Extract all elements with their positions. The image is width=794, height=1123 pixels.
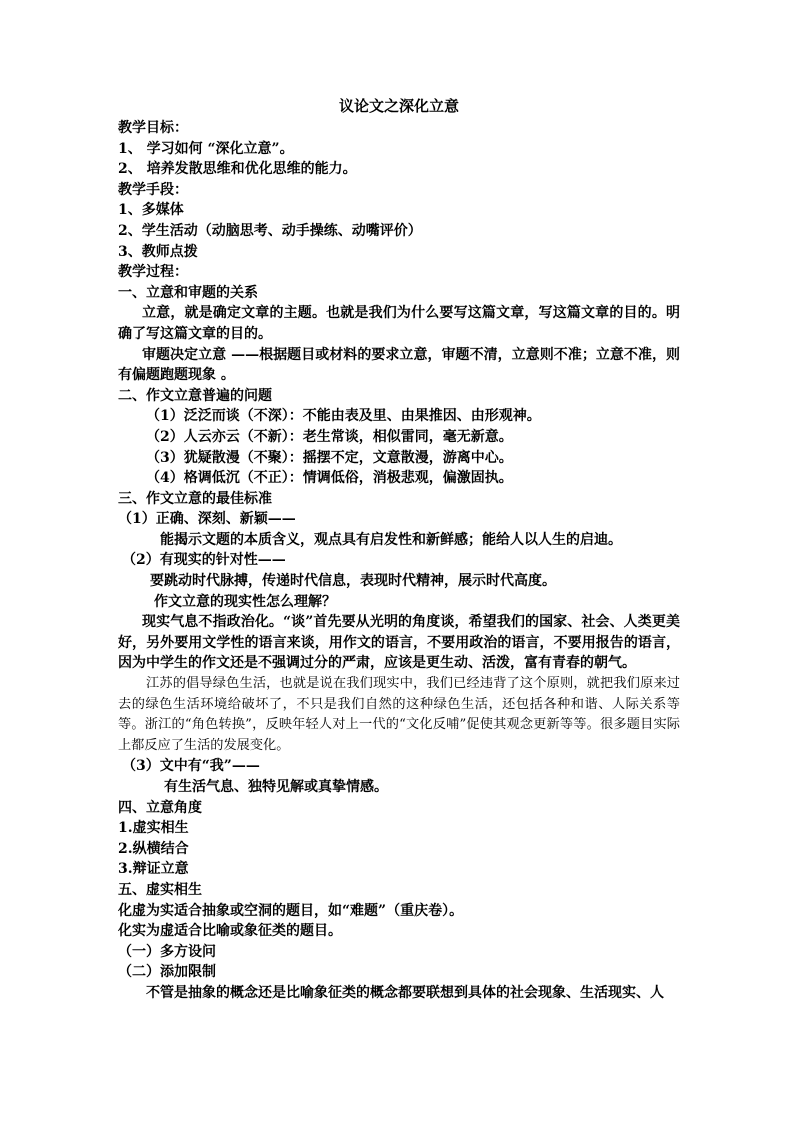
standard-1-body: 能揭示文题的本质含义，观点具有启发性和新鲜感；能给人以人生的启迪。 — [160, 531, 622, 548]
means-item-1: 1、多媒体 — [118, 202, 184, 219]
document-title: 议论文之深化立意 — [338, 97, 459, 115]
xushi-line-1: 化虚为实适合抽象或空洞的题目，如“难题”（重庆卷）。 — [118, 902, 464, 919]
heading-teaching-goals: 教学目标： — [118, 120, 188, 136]
standard-3-body: 有生活气息、独特见解或真挚情感。 — [164, 779, 388, 795]
angle-item-3: 3.辩证立意 — [118, 861, 189, 878]
xushi-line-2: 化实为虚适合比喻或象征类的题目。 — [118, 923, 342, 940]
problem-item-3: （3）犹疑散漫（不聚）：摇摆不定，文意散漫，游离中心。 — [146, 449, 513, 466]
problem-item-2: （2）人云亦云（不新）：老生常谈，相似雷同，毫无新意。 — [146, 428, 513, 445]
last-line: 不管是抽象的概念还是比喻象征类的概念都要联想到具体的社会现象、生活现实、人 — [146, 984, 664, 1001]
paragraph-realism: 现实气息不指政治化。“谈”首先要从光明的角度谈，希望我们的国家、社会、人类更美好，另外要用文学性的语言来谈，用作文的语言，不要用政治的语言，不要用报告的语言，因为中学生的作文还是不强调过分的严肃，应该是更生动、活泼，富有青春的朝气。 — [118, 614, 680, 672]
paragraph-lian-definition: 立意，就是确定文章的主题。也就是我们为什么要写这篇文章，写这篇文章的目的。明确了写这篇文章的目的。 — [118, 305, 680, 342]
section-1-heading: 一、立意和审题的关系 — [118, 284, 258, 301]
goal-item-1: 1、 学习如何 “深化立意”。 — [118, 140, 294, 157]
problem-item-1: （1）泛泛而谈（不深）：不能由表及里、由果推因、由形观神。 — [146, 408, 541, 425]
heading-teaching-process: 教学过程： — [118, 264, 188, 281]
section-4-heading: 四、立意角度 — [118, 799, 202, 816]
standard-2-question: 作文立意的现实性怎么理解？ — [154, 593, 336, 610]
section-5-heading: 五、虚实相生 — [118, 881, 202, 898]
problem-item-4: （4）格调低沉（不正）：情调低俗，消极悲观，偏激固执。 — [146, 470, 513, 487]
standard-2-body: 要跳动时代脉搏，传递时代信息，表现时代精神，展示时代高度。 — [150, 573, 556, 590]
angle-item-2: 2.纵横结合 — [118, 840, 189, 857]
paragraph-shenti-relation: 审题决定立意 ——根据题目或材料的要求立意，审题不清，立意则不准；立意不准，则有偏题跑题现象 。 — [118, 346, 680, 384]
document-page — [118, 96, 680, 1004]
goal-item-2: 2、 培养发散思维和优化思维的能力。 — [118, 161, 357, 178]
standard-2-heading: （2）有现实的针对性—— — [122, 552, 286, 569]
paragraph-examples: 江苏的倡导绿色生活，也就是说在我们现实中，我们已经违背了这个原则，就把我们原来过去的绿色生活环境给破坏了，不只是我们自然的这种绿色生活，还包括各种和谐、人际关系等等。浙江的“角色转换”，反映年轻人对上一代的“文化反哺”促使其观念更新等等。很多题目实际上都反应了生活的发展变化。 — [118, 676, 680, 753]
standard-1-heading: （1）正确、深刻、新颖—— — [118, 511, 296, 528]
means-item-3: 3、教师点拨 — [118, 243, 198, 260]
subsection-1-heading: （一）多方设问 — [118, 943, 216, 960]
section-2-heading: 二、作文立意普遍的问题 — [118, 387, 272, 404]
angle-item-1: 1.虚实相生 — [118, 820, 189, 837]
section-3-heading: 三、作文立意的最佳标准 — [118, 490, 272, 507]
heading-teaching-means: 教学手段： — [118, 181, 188, 198]
subsection-2-heading: （二）添加限制 — [118, 964, 216, 981]
means-item-2: 2、学生活动（动脑思考、动手操练、动嘴评价） — [118, 222, 422, 239]
standard-3-heading: （3）文中有“我”—— — [122, 758, 260, 775]
